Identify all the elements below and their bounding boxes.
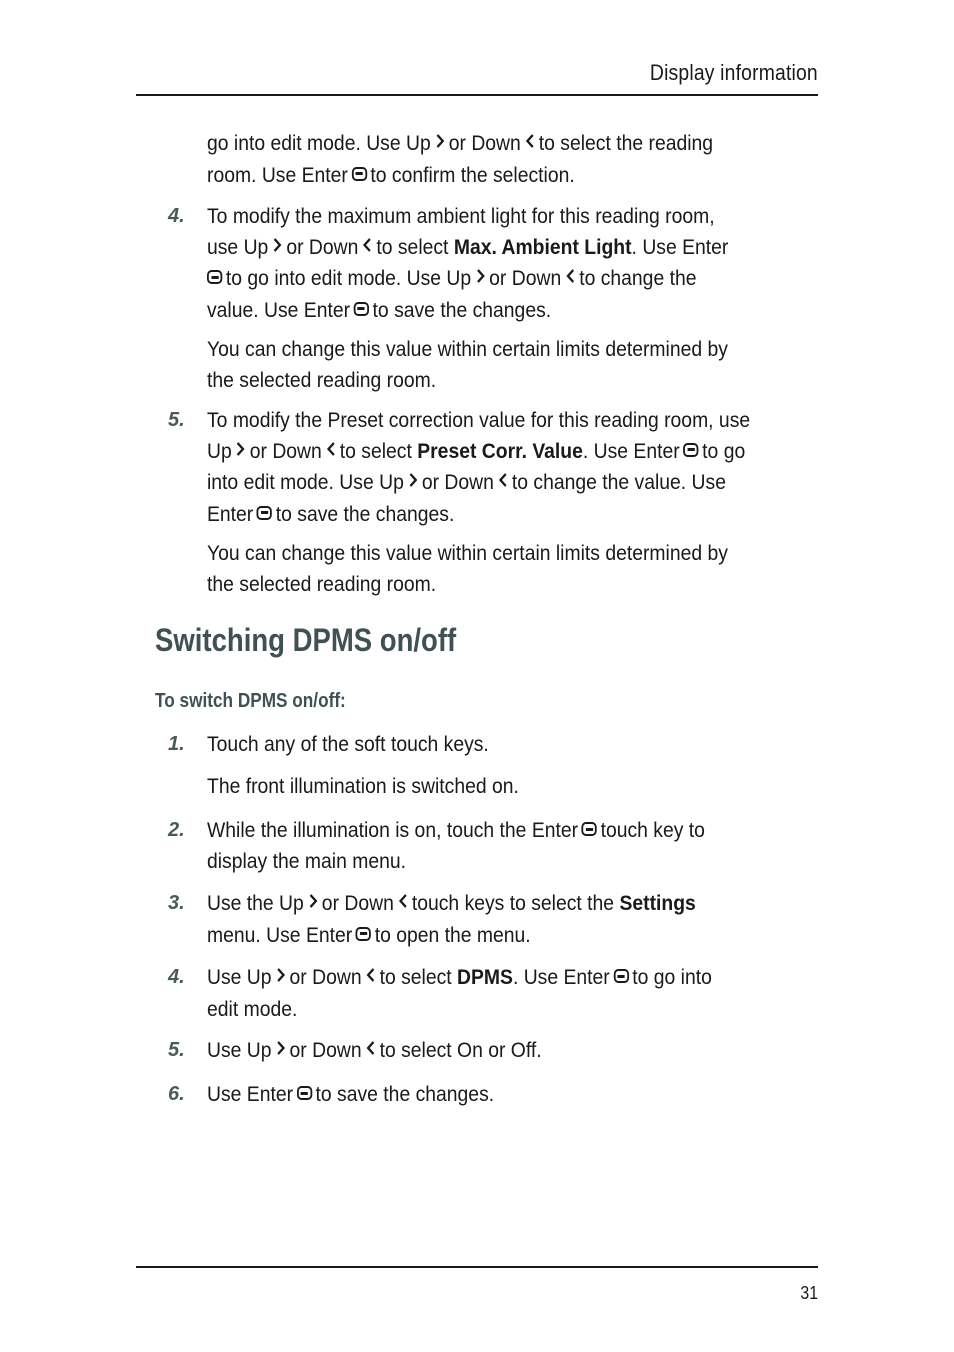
enter-key-icon — [297, 1086, 312, 1100]
step-number: 4. — [168, 966, 185, 988]
text: or Down — [421, 470, 494, 495]
step-number: 6. — [168, 1083, 185, 1105]
chevron-left-icon — [365, 1034, 376, 1065]
text: value. Use Enter — [207, 297, 351, 322]
dpms-step-1-note — [207, 771, 817, 802]
chevron-right-icon — [235, 435, 246, 466]
enter-key-icon — [356, 927, 371, 941]
dpms-step-2 — [207, 815, 817, 876]
menu-name: Settings — [619, 891, 696, 915]
text: or Down — [448, 131, 521, 155]
text: touch keys to select the — [411, 891, 615, 915]
text: go into edit mode. Use Up — [207, 131, 431, 155]
dpms-step-5 — [207, 1035, 817, 1067]
chevron-left-icon — [497, 466, 508, 497]
text: use Up — [207, 234, 269, 259]
text: room. Use Enter — [207, 162, 348, 187]
text: to select — [379, 965, 452, 989]
text: or Down — [286, 234, 359, 259]
step-5-note — [207, 538, 817, 599]
text: Use Enter — [207, 1082, 294, 1106]
text: Use the Up — [207, 891, 304, 915]
text: The front illumination is switched on. — [207, 774, 519, 798]
text: to save the changes. — [372, 297, 552, 322]
chevron-left-icon — [565, 262, 576, 293]
text: to select — [376, 234, 449, 259]
chevron-right-icon — [275, 1034, 286, 1065]
text: display the main menu. — [207, 848, 406, 873]
enter-key-icon — [354, 302, 369, 316]
text: or Down — [321, 891, 394, 915]
step-number: 5. — [168, 409, 185, 431]
continuation-paragraph — [207, 128, 817, 190]
step-number: 1. — [168, 733, 185, 755]
text: . Use Enter — [631, 234, 729, 259]
text: Touch any of the soft touch keys. — [207, 732, 489, 756]
text: to go into — [632, 965, 712, 989]
chevron-left-icon — [397, 887, 408, 918]
menu-option-name: Max. Ambient Light — [453, 234, 632, 259]
page-number: 31 — [800, 1283, 818, 1303]
enter-key-icon — [351, 167, 366, 181]
chevron-right-icon — [407, 466, 418, 497]
enter-key-icon — [582, 822, 597, 836]
text: the selected reading room. — [207, 571, 437, 596]
text: Use Up — [207, 965, 272, 989]
dpms-step-3 — [207, 888, 817, 950]
dpms-step-1 — [207, 729, 817, 760]
footer-rule — [136, 1266, 818, 1268]
text: Enter — [207, 501, 254, 526]
enter-key-icon — [207, 270, 222, 284]
chevron-left-icon — [524, 127, 535, 158]
chevron-right-icon — [307, 887, 318, 918]
text: You can change this value within certain limits determined by — [207, 541, 728, 565]
dpms-step-4 — [207, 962, 817, 1024]
step-number: 5. — [168, 1039, 185, 1061]
text: to save the changes. — [315, 1082, 495, 1106]
chevron-left-icon — [365, 961, 376, 992]
text: to select — [339, 438, 412, 463]
text: To modify the maximum ambient light for this reading room, — [207, 204, 715, 228]
step-number: 4. — [168, 205, 185, 227]
step-number: 3. — [168, 892, 185, 914]
text: . Use Enter — [582, 438, 680, 463]
text: or Down — [249, 438, 322, 463]
text: the selected reading room. — [207, 367, 437, 392]
enter-key-icon — [613, 969, 628, 983]
text: to select On or Off. — [379, 1038, 542, 1062]
text: to open the menu. — [374, 922, 531, 947]
text: edit mode. — [207, 996, 298, 1021]
text: or Down — [289, 965, 362, 989]
section-heading: Switching DPMS on/off — [155, 622, 457, 658]
chevron-right-icon — [275, 961, 286, 992]
text: to change the — [579, 266, 697, 291]
text: To modify the Preset correction value for this reading room, use — [207, 408, 751, 432]
step-number: 2. — [168, 819, 185, 841]
dpms-step-6 — [207, 1079, 817, 1110]
chevron-right-icon — [475, 262, 486, 293]
menu-option-name: Preset Corr. Value — [417, 438, 583, 463]
text: Use Up — [207, 1038, 272, 1062]
chevron-left-icon — [325, 435, 336, 466]
enter-key-icon — [683, 443, 698, 457]
text: to go — [702, 438, 746, 463]
chevron-left-icon — [362, 231, 373, 262]
step-5-text — [207, 405, 817, 529]
text: or Down — [289, 1038, 362, 1062]
menu-option-name: DPMS — [457, 965, 513, 989]
text: to select the reading — [538, 131, 714, 155]
text: or Down — [489, 266, 562, 291]
text: While the illumination is on, touch the Enter — [207, 818, 579, 842]
text: to confirm the selection. — [370, 162, 575, 187]
text: into edit mode. Use Up — [207, 470, 404, 495]
procedure-heading: To switch DPMS on/off: — [155, 690, 346, 712]
running-header-title: Display information — [650, 60, 818, 85]
chevron-right-icon — [272, 231, 283, 262]
text: to go into edit mode. Use Up — [225, 266, 472, 291]
page-header — [136, 56, 818, 96]
enter-key-icon — [257, 506, 272, 520]
text: to change the value. Use — [511, 470, 726, 495]
text: to save the changes. — [275, 501, 455, 526]
step-4-note — [207, 334, 817, 395]
text: menu. Use Enter — [207, 922, 353, 947]
text: . Use Enter — [512, 965, 610, 989]
step-4-text — [207, 201, 817, 325]
text: You can change this value within certain limits determined by — [207, 337, 728, 361]
chevron-right-icon — [434, 127, 445, 158]
text: touch key to — [600, 818, 705, 842]
text: Up — [207, 438, 232, 463]
